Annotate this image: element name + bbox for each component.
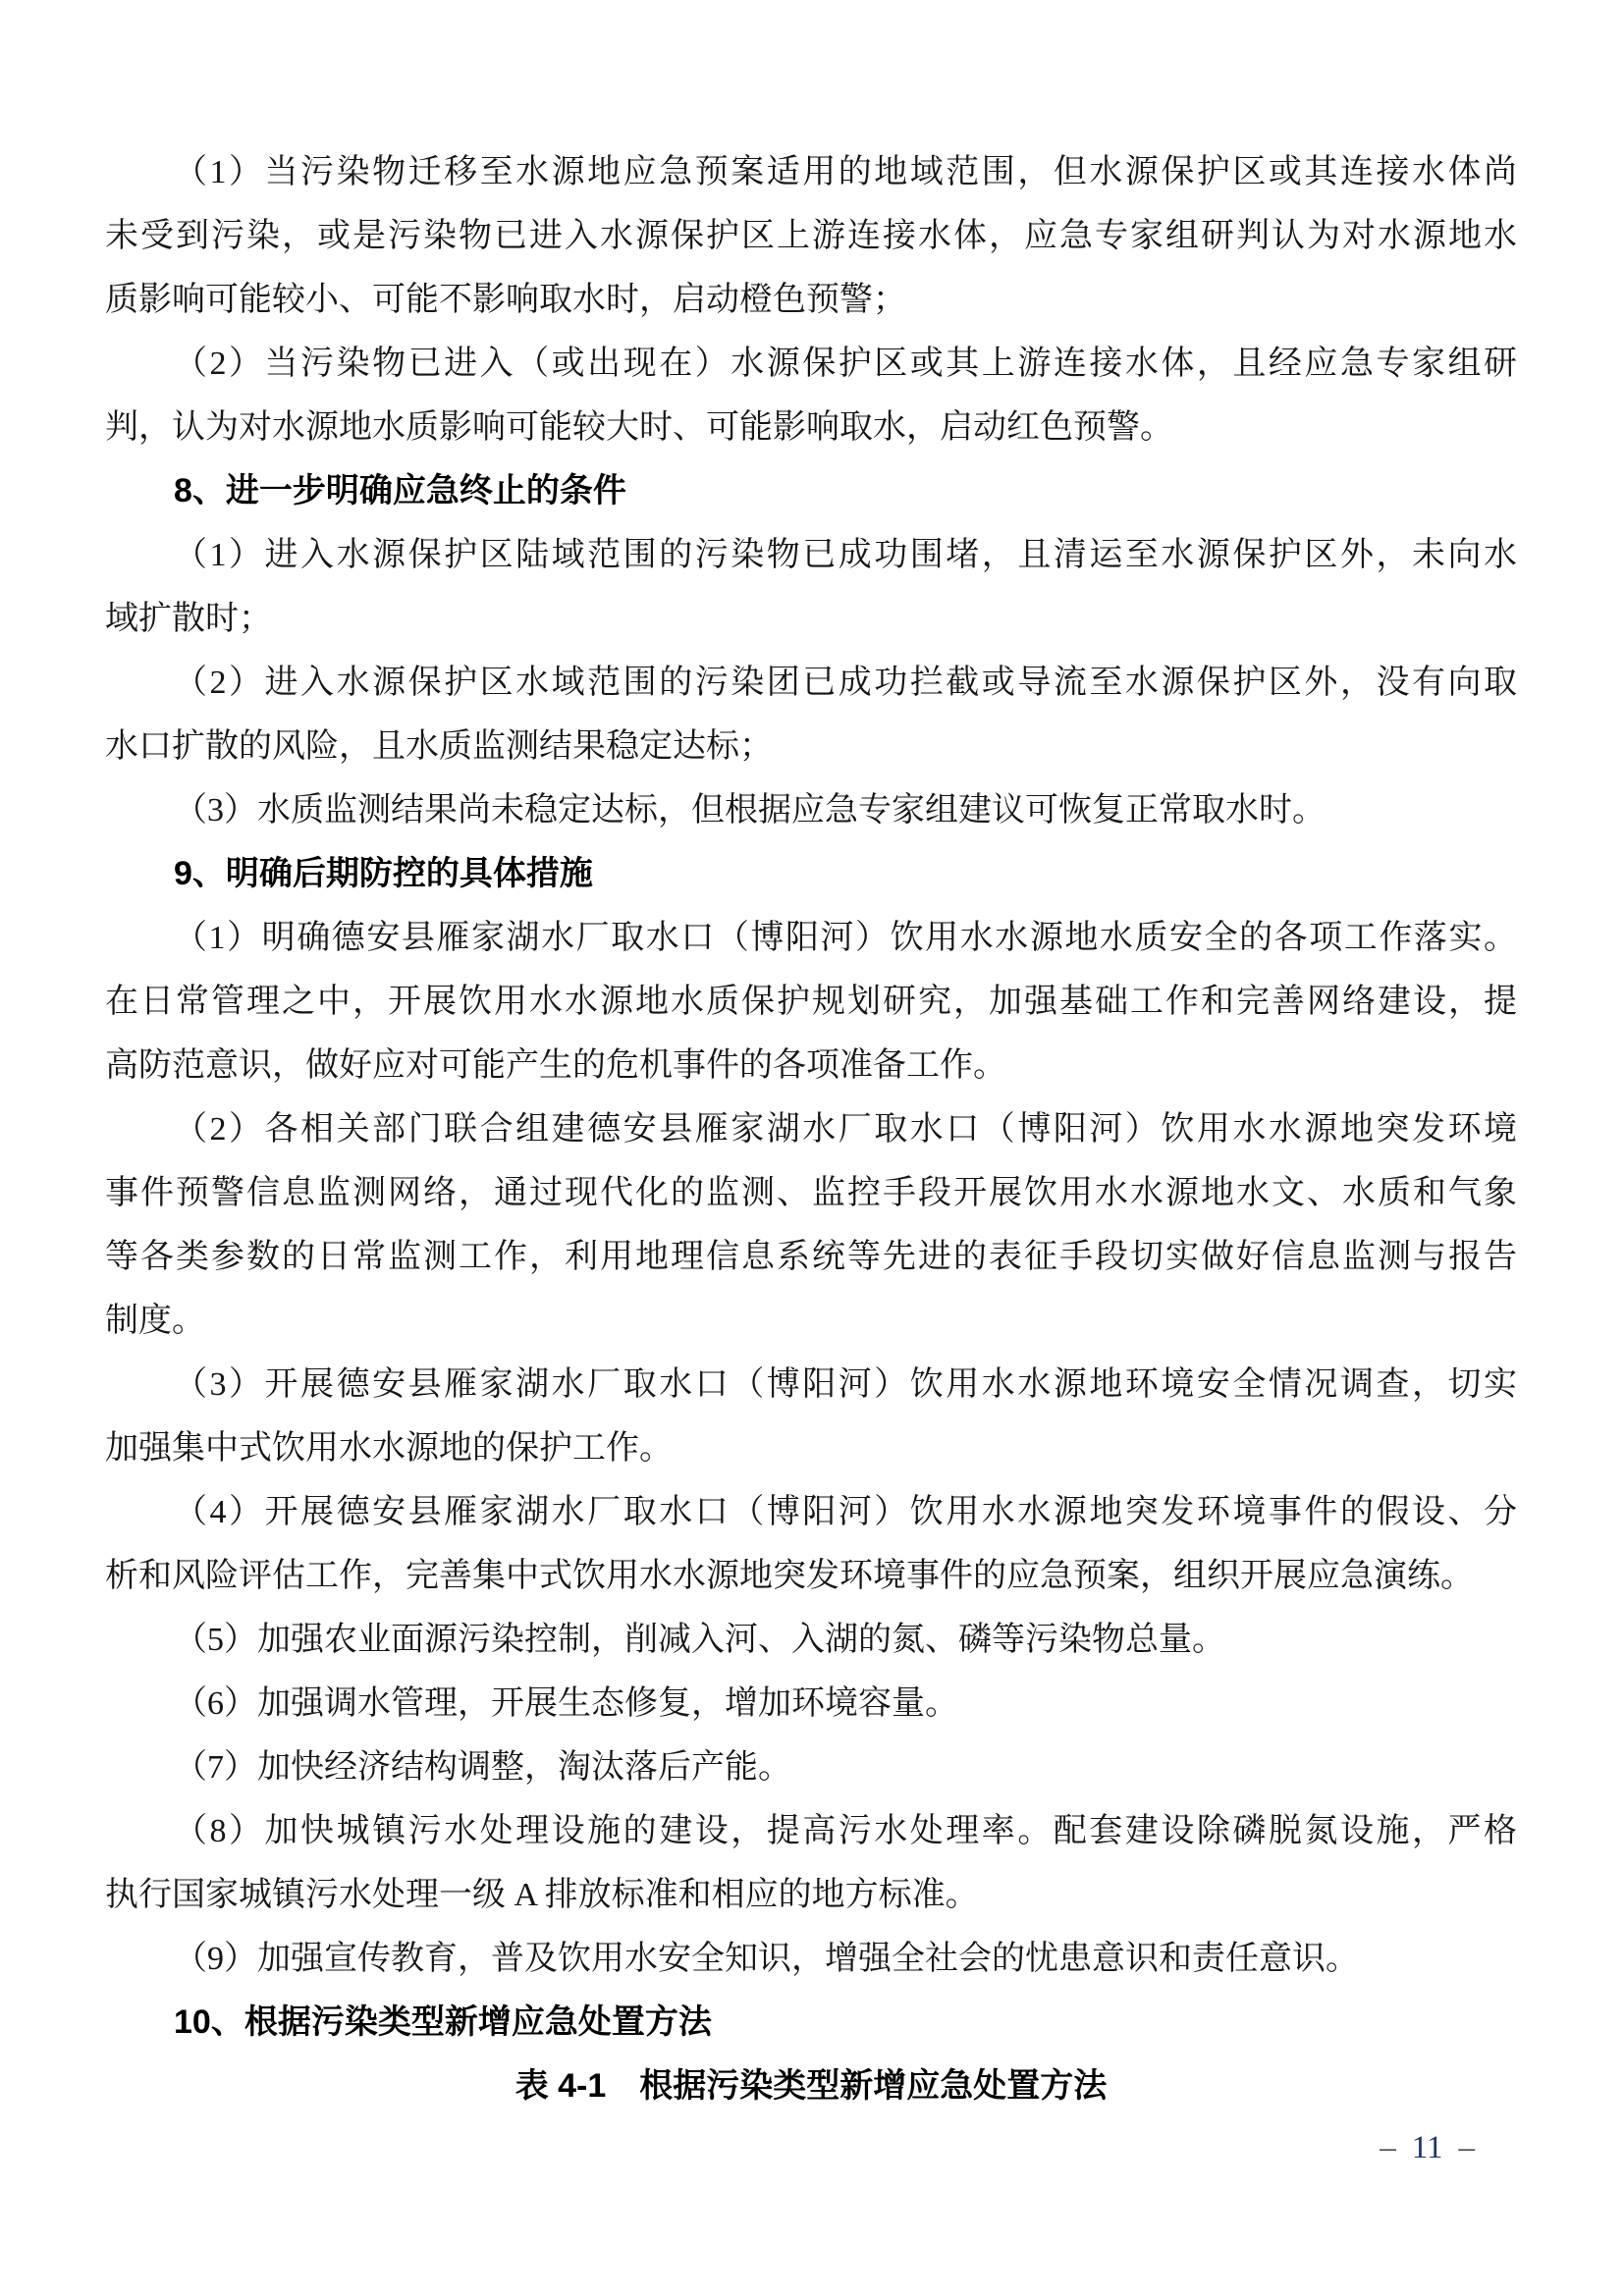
text-line: 质影响可能较小、可能不影响取水时，启动橙色预警； bbox=[105, 282, 906, 318]
text-line: 析和风险评估工作，完善集中式饮用水水源地突发环境事件的应急预案，组织开展应急演练。 bbox=[105, 1558, 1474, 1594]
section-heading: 10、根据污染类型新增应急处置方法 bbox=[174, 2003, 712, 2041]
text-line: （4）开展德安县雁家湖水厂取水口（博阳河）饮用水水源地突发环境事件的假设、分 bbox=[174, 1494, 1517, 1530]
page-number-dash-right: – bbox=[1458, 2130, 1475, 2165]
text-line: 加强集中式饮用水水源地的保护工作。 bbox=[105, 1430, 673, 1467]
text-line: （7）加快经济结构调整，淘汰落后产能。 bbox=[174, 1749, 791, 1786]
text-line: （1）当污染物迁移至水源地应急预案适用的地域范围，但水源保护区或其连接水体尚 bbox=[174, 154, 1517, 190]
page-number bbox=[1380, 2118, 1475, 2177]
text-line: 在日常管理之中，开展饮用水水源地水质保护规划研究，加强基础工作和完善网络建设，提 bbox=[105, 984, 1517, 1020]
text-line: （2）当污染物已进入（或出现在）水源保护区或其上游连接水体，且经应急专家组研 bbox=[174, 346, 1517, 382]
text-line: 执行国家城镇污水处理一级 A 排放标准和相应的地方标准。 bbox=[105, 1877, 979, 1913]
page-number-dash-left: – bbox=[1380, 2130, 1396, 2165]
text-line: 制度。 bbox=[105, 1303, 205, 1339]
section-heading: 8、进一步明确应急终止的条件 bbox=[174, 472, 626, 509]
text-line: （2）进入水源保护区水域范围的污染团已成功拦截或导流至水源保护区外，没有向取 bbox=[174, 665, 1517, 701]
text-line: （5）加强农业面源污染控制，削减入河、入湖的氮、磷等污染物总量。 bbox=[174, 1622, 1225, 1658]
text-line: 域扩散时； bbox=[105, 601, 272, 637]
text-line: 等各类参数的日常监测工作，利用地理信息系统等先进的表征手段切实做好信息监测与报告 bbox=[105, 1239, 1517, 1275]
text-line: 高防范意识，做好应对可能产生的危机事件的各项准备工作。 bbox=[105, 1047, 1006, 1084]
text-line: （3）水质监测结果尚未稳定达标，但根据应急专家组建议可恢复正常取水时。 bbox=[174, 792, 1326, 828]
text-line: 水口扩散的风险，且水质监测结果稳定达标； bbox=[105, 728, 773, 765]
text-line: （1）明确德安县雁家湖水厂取水口（博阳河）饮用水水源地水质安全的各项工作落实。 bbox=[174, 920, 1517, 956]
text-line: （1）进入水源保护区陆域范围的污染物已成功围堵，且清运至水源保护区外，未向水 bbox=[174, 537, 1517, 573]
text-line: （8）加快城镇污水处理设施的建设，提高污水处理率。配套建设除磷脱氮设施，严格 bbox=[174, 1813, 1517, 1849]
text-line: （3）开展德安县雁家湖水厂取水口（博阳河）饮用水水源地环境安全情况调查，切实 bbox=[174, 1366, 1517, 1403]
page-number-value: 11 bbox=[1411, 2130, 1443, 2165]
document-body bbox=[105, 140, 1517, 2118]
text-line: （2）各相关部门联合组建德安县雁家湖水厂取水口（博阳河）饮用水水源地突发环境 bbox=[174, 1111, 1517, 1148]
section-heading: 9、明确后期防控的具体措施 bbox=[174, 855, 593, 892]
text-line: （6）加强调水管理，开展生态修复，增加环境容量。 bbox=[174, 1685, 958, 1722]
text-line: 事件预警信息监测网络，通过现代化的监测、监控手段开展饮用水水源地水文、水质和气象 bbox=[105, 1175, 1517, 1211]
text-line: 判，认为对水源地水质影响可能较大时、可能影响取水，启动红色预警。 bbox=[105, 409, 1173, 446]
table-caption: 表 4-1 根据污染类型新增应急处置方法 bbox=[514, 2067, 1108, 2105]
text-line: 未受到污染，或是污染物已进入水源保护区上游连接水体，应急专家组研判认为对水源地水 bbox=[105, 218, 1517, 254]
text-line: （9）加强宣传教育，普及饮用水安全知识，增强全社会的忧患意识和责任意识。 bbox=[174, 1941, 1359, 1977]
